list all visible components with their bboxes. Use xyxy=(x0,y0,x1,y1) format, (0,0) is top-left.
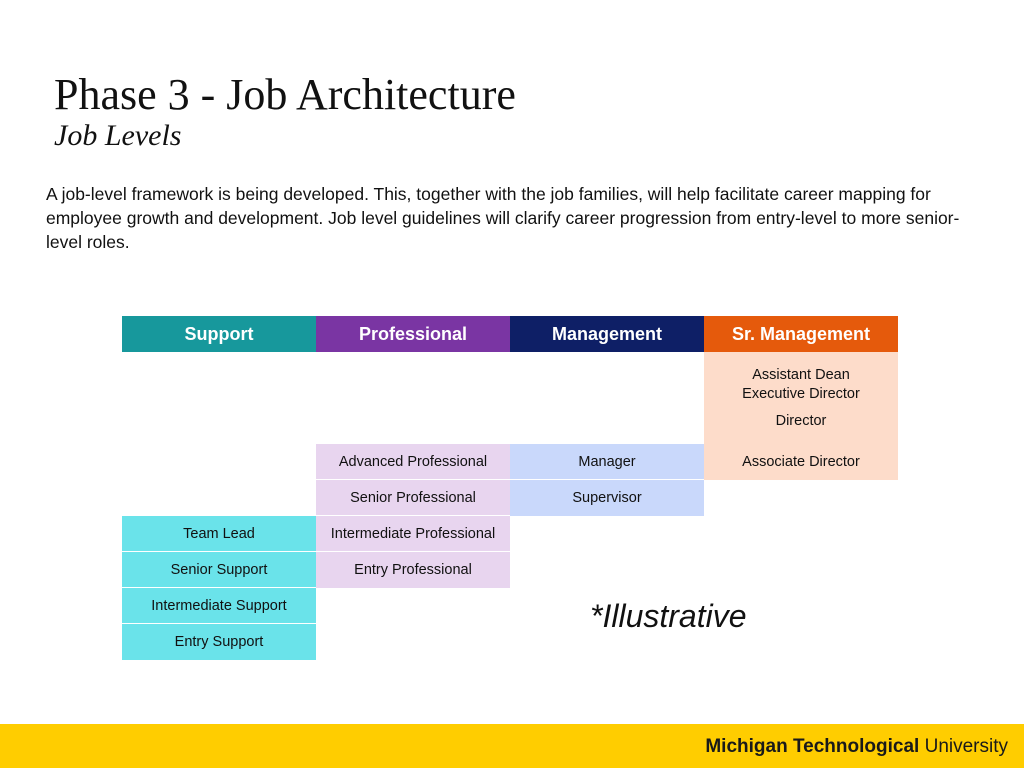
header-professional: Professional xyxy=(316,316,510,352)
level-team-lead: Team Lead xyxy=(122,516,316,552)
level-executive-director: Executive Director xyxy=(742,385,860,402)
page-subtitle: Job Levels xyxy=(54,119,182,152)
header-sr-management: Sr. Management xyxy=(704,316,898,352)
level-supervisor: Supervisor xyxy=(510,480,704,516)
level-intermediate-support: Intermediate Support xyxy=(122,588,316,624)
sr-management-top-block xyxy=(704,352,898,444)
level-intermediate-professional: Intermediate Professional xyxy=(316,516,510,552)
brand-regular-text: University xyxy=(924,736,1008,757)
level-manager: Manager xyxy=(510,444,704,480)
intro-paragraph: A job-level framework is being developed. This, together with the job families, will help facilitate career mapping for employee growth and development. Job level guidelines will clarify career progression from entry-level to more senior-level roles. xyxy=(46,184,960,252)
brand-bold-text: Michigan Technological xyxy=(705,736,920,757)
job-levels-grid xyxy=(122,316,898,661)
level-entry-support: Entry Support xyxy=(122,624,316,660)
level-assistant-dean: Assistant Dean xyxy=(752,366,850,383)
level-entry-professional: Entry Professional xyxy=(316,552,510,588)
header-support: Support xyxy=(122,316,316,352)
page-title: Phase 3 - Job Architecture xyxy=(54,70,516,119)
level-associate-director: Associate Director xyxy=(704,444,898,480)
illustrative-note: *Illustrative xyxy=(590,598,747,634)
level-senior-professional: Senior Professional xyxy=(316,480,510,516)
level-director: Director xyxy=(775,412,827,429)
university-logo xyxy=(705,736,1008,758)
level-advanced-professional: Advanced Professional xyxy=(316,444,510,480)
level-senior-support: Senior Support xyxy=(122,552,316,588)
footer-bar xyxy=(0,724,1024,768)
header-management: Management xyxy=(510,316,704,352)
